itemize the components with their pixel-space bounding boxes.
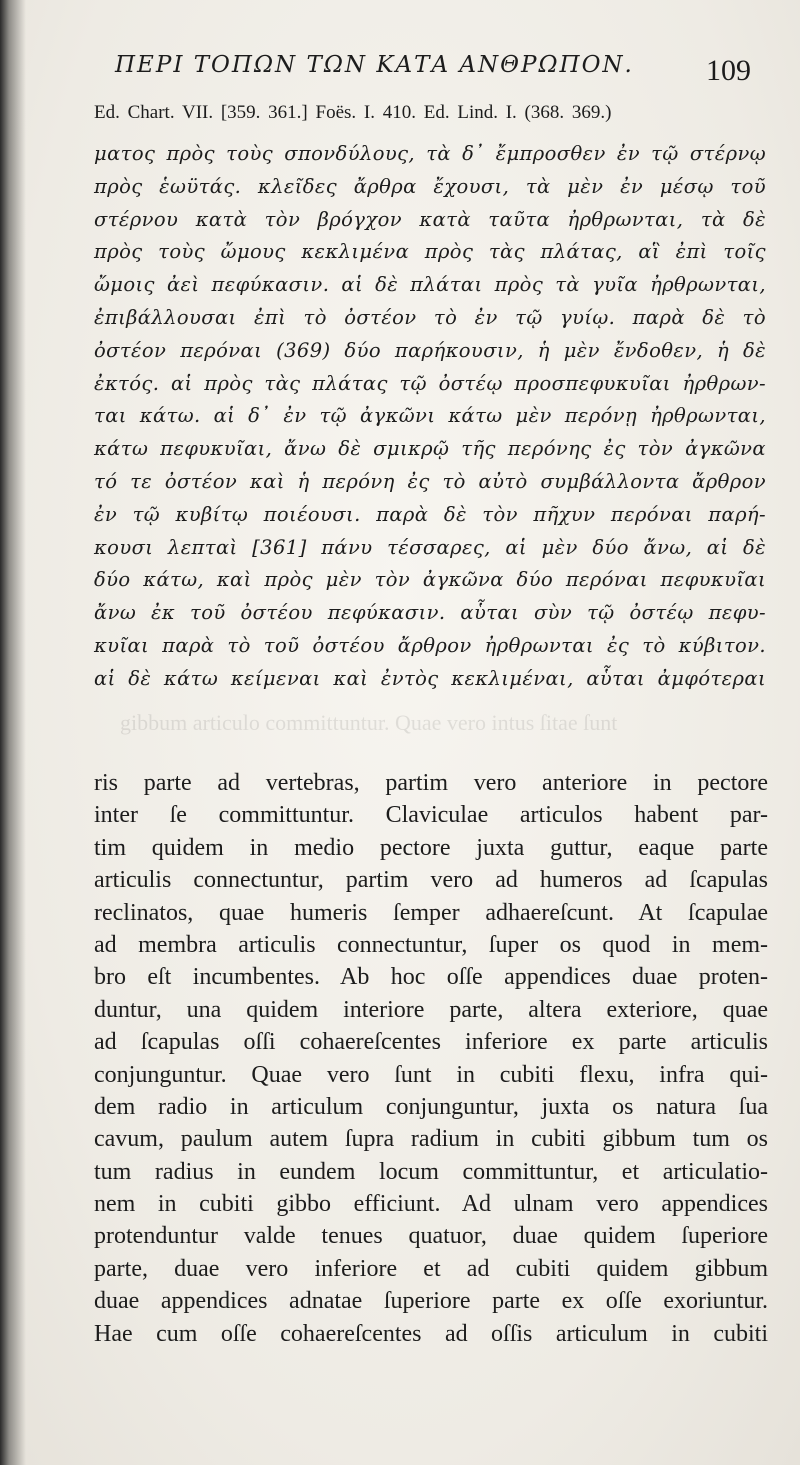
- latin-text-line: conjunguntur. Quae vero ſunt in cubiti flexu, infra qui-: [94, 1061, 768, 1088]
- page-number: 109: [706, 54, 751, 87]
- latin-text-line: parte, duae vero inferiore et ad cubiti quidem gibbum: [94, 1255, 768, 1282]
- latin-text-line: cavum, paulum autem ſupra radium in cubiti gibbum tum os: [94, 1126, 768, 1153]
- greek-text-line: ἄνω ἐκ τοῦ ὀστέου πεφύκασιν. αὗται σὺν τῷ ὀστέῳ πεφυ-: [94, 601, 766, 625]
- greek-text-block: [94, 138, 766, 696]
- greek-text-line: πρὸς τοὺς ὤμους κεκλιμένα πρὸς τὰς πλάτας, αἳ ἐπὶ τοῖς: [94, 240, 766, 264]
- greek-text-line: ται κάτω. αἱ δ᾽ ἐν τῷ ἀγκῶνι κάτω μὲν περόνῃ ἠρθρωνται,: [94, 404, 766, 428]
- latin-text-line: articulis connectuntur, partim vero ad humeros ad ſcapulas: [94, 867, 768, 894]
- latin-text-line: reclinatos, quae humeris ſemper adhaereſcunt. At ſcapulae: [94, 899, 768, 926]
- greek-text-line: ἐπιβάλλουσαι ἐπὶ τὸ ὀστέον τὸ ἐν τῷ γυίῳ. παρὰ δὲ τὸ: [94, 305, 766, 329]
- greek-text-line: ὤμοις ἀεὶ πεφύκασιν. αἱ δὲ πλάται πρὸς τὰ γυῖα ἠρθρωνται,: [94, 273, 766, 297]
- greek-text-line: ὀστέον περόναι (369) δύο παρήκουσιν, ἡ μὲν ἔνδοθεν, ἡ δὲ: [94, 338, 766, 362]
- latin-text-line: duntur, una quidem interiore parte, altera exteriore, quae: [94, 996, 768, 1023]
- greek-text-line: ἐκτός. αἱ πρὸς τὰς πλάτας τῷ ὀστέῳ προσπεφυκυῖαι ἠρθρων-: [94, 371, 766, 395]
- latin-text-line: ad membra articulis connectuntur, ſuper os quod in mem-: [94, 931, 768, 958]
- latin-text-line: bro eſt incumbentes. Ab hoc oſſe appendices duae proten-: [94, 964, 768, 991]
- latin-text-line: dem radio in articulum conjunguntur, juxta os natura ſua: [94, 1093, 768, 1120]
- latin-text-line: duae appendices adnatae ſuperiore parte ex oſſe exoriuntur.: [94, 1288, 768, 1315]
- greek-text-line: ματος πρὸς τοὺς σπονδύλους, τὰ δ᾽ ἔμπροσθεν ἐν τῷ στέρνῳ: [94, 142, 766, 165]
- latin-text-line: tim quidem in medio pectore juxta guttur, eaque parte: [94, 834, 768, 861]
- greek-text-line: κάτω πεφυκυῖαι, ἄνω δὲ σμικρῷ τῆς περόνης ἐς τὸν ἀγκῶνα: [94, 437, 766, 461]
- latin-text-line: ris parte ad vertebras, partim vero anteriore in pectore: [94, 770, 768, 796]
- greek-text-line: στέρνου κατὰ τὸν βρόγχον κατὰ ταῦτα ἠρθρωνται, τὰ δὲ: [94, 207, 766, 231]
- running-head: ΠΕΡΙ ΤΟΠΩΝ ΤΩΝ ΚΑΤΑ ΑΝΘΡΩΠΟΝ.: [115, 52, 634, 78]
- greek-text-line: ἐν τῷ κυβίτῳ ποιέουσι. παρὰ δὲ τὸν πῆχυν περόναι παρή-: [94, 502, 766, 526]
- greek-text-line: κουσι λεπταὶ [361] πάνυ τέσσαρες, αἱ μὲν δύο ἄνω, αἱ δὲ: [94, 535, 766, 559]
- latin-text-line: ad ſcapulas oſſi cohaereſcentes inferiore ex parte articulis: [94, 1029, 768, 1056]
- binding-shadow: [0, 0, 26, 1465]
- latin-text-line: tum radius in eundem locum committuntur, et articulatio-: [94, 1158, 768, 1185]
- greek-text-line: δύο κάτω, καὶ πρὸς μὲν τὸν ἀγκῶνα δύο περόναι πεφυκυῖαι: [94, 568, 766, 592]
- greek-text-line: κυῖαι παρὰ τὸ τοῦ ὀστέου ἄρθρον ἠρθρωνται ἐς τὸ κύβιτον.: [94, 633, 766, 657]
- latin-text-line: inter ſe committuntur. Claviculae articulos habent par-: [94, 802, 768, 829]
- edition-reference-line: Ed. Chart. VII. [359. 361.] Foës. I. 410. Ed. Lind. I. (368. 369.): [94, 102, 612, 123]
- greek-text-line: τό τε ὀστέον καὶ ἡ περόνη ἐς τὸ αὐτὸ συμβάλλοντα ἄρθρον: [94, 469, 766, 493]
- latin-text-block: [94, 767, 768, 1350]
- latin-text-line: nem in cubiti gibbo efficiunt. Ad ulnam vero appendices: [94, 1191, 768, 1218]
- greek-text-line: αἱ δὲ κάτω κείμεναι καὶ ἐντὸς κεκλιμέναι, αὗται ἀμφότεραι: [94, 666, 766, 690]
- greek-text-line: πρὸς ἑωϋτάς. κλεῖδες ἄρθρα ἔχουσι, τὰ μὲν ἐν μέσῳ τοῦ: [94, 174, 766, 198]
- latin-text-line: protenduntur valde tenues quatuor, duae quidem ſuperiore: [94, 1223, 768, 1250]
- latin-text-line: Hae cum oſſe cohaereſcentes ad oſſis articulum in cubiti: [94, 1320, 768, 1347]
- bleed-through-text: gibbum articulo committuntur. Quae vero intus ſitae ſunt: [120, 710, 618, 735]
